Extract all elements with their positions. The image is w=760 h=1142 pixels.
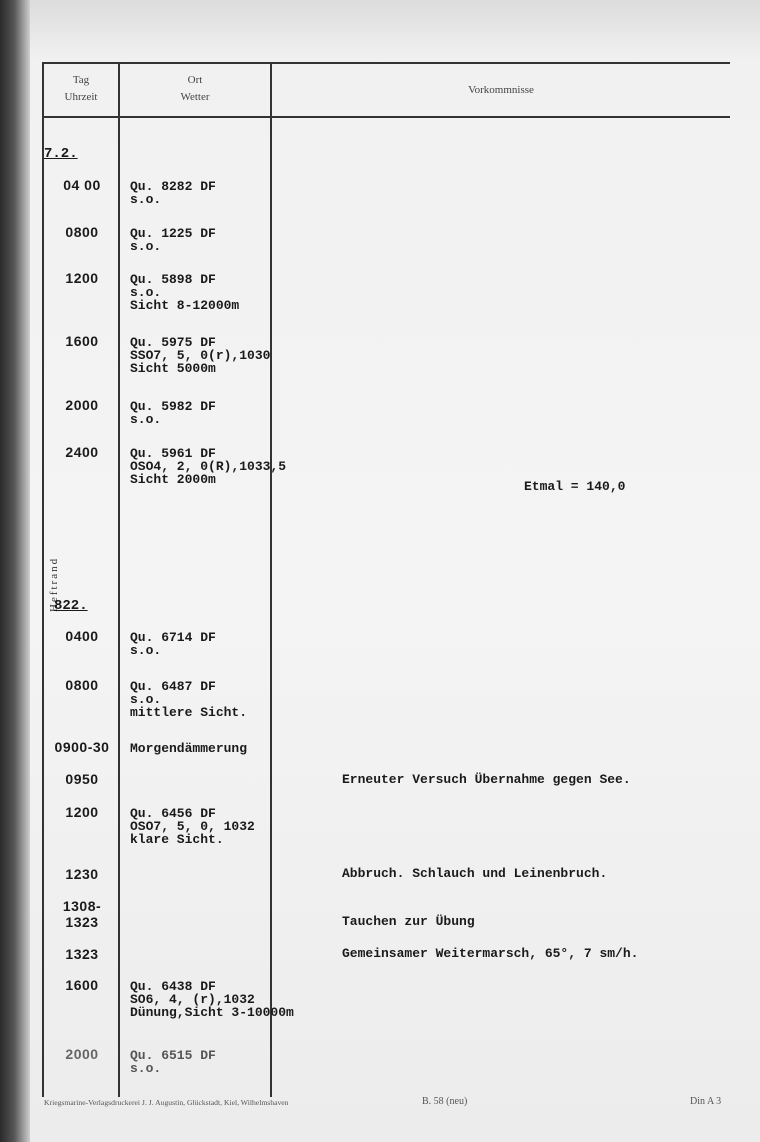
column-divider-2: [270, 62, 272, 1097]
time-entry: 1230: [65, 866, 99, 882]
event-entry: Tauchen zur Übung: [342, 914, 475, 929]
time-entry: 1200: [65, 804, 99, 820]
time-entry: 2000: [65, 397, 99, 413]
time-entry: 0400: [65, 628, 99, 644]
place-entry: Qu. 5898 DF s.o. Sicht 8-12000m: [130, 272, 240, 313]
time-entry: 2000: [65, 1046, 99, 1062]
place-entry: Qu. 6714 DF s.o.: [130, 630, 216, 658]
header-day-time: [44, 72, 118, 106]
time-entry: 2400: [65, 444, 99, 460]
place-entry: Qu. 1225 DF s.o.: [130, 226, 216, 254]
place-entry: Qu. 8282 DF s.o.: [130, 179, 216, 207]
date-day-2: 822.: [54, 598, 88, 614]
left-rule: [42, 62, 44, 1097]
event-entry: Etmal = 140,0: [524, 479, 626, 494]
time-entry: 1600: [65, 333, 99, 349]
time-entry: 0950: [65, 771, 99, 787]
footer-paper-size: Din A 3: [690, 1096, 722, 1107]
place-entry: Qu. 6456 DF OSO7, 5, 0, 1032 klare Sicht.: [130, 806, 255, 847]
time-entry: 04 00: [63, 177, 101, 193]
event-entry: Erneuter Versuch Übernahme gegen See.: [342, 772, 631, 787]
time-entry: 0800: [65, 224, 99, 240]
log-page: [30, 0, 760, 1142]
header-events: [272, 82, 730, 99]
time-entry: 1308- 1323: [62, 898, 102, 930]
header-rule: [44, 116, 730, 118]
header-time-label: Uhrzeit: [64, 91, 98, 103]
place-entry: Qu. 6487 DF s.o. mittlere Sicht.: [130, 679, 248, 720]
footer-printer: Kriegsmarine-Verlagsdruckerei J. J. Augustin, Glückstadt, Kiel, Wilhelmshaven: [44, 1098, 289, 1107]
time-entry: 0800: [65, 677, 99, 693]
place-entry: Qu. 5975 DF SSO7, 5, 0(r),1030 Sicht 5000m: [130, 335, 271, 376]
time-entry: 0900-30: [54, 739, 110, 755]
header-day-label: Tag: [72, 74, 90, 86]
date-day-1: 7.2.: [44, 146, 78, 162]
place-entry: Qu. 6438 DF SO6, 4, (r),1032 Dünung,Sicht 3-10000m: [130, 979, 294, 1020]
time-entry: 1323: [65, 946, 99, 962]
header-place-label: Ort: [187, 74, 203, 86]
place-entry: Qu. 5982 DF s.o.: [130, 399, 216, 427]
top-rule: [44, 62, 730, 64]
header-place-weather: [120, 72, 270, 106]
time-entry: 1600: [65, 977, 99, 993]
header-events-label: Vorkommnisse: [468, 84, 534, 96]
event-entry: Abbruch. Schlauch und Leinenbruch.: [342, 866, 608, 881]
place-entry: Qu. 6515 DF s.o.: [130, 1048, 216, 1076]
footer-form-number: B. 58 (neu): [422, 1096, 468, 1107]
header-weather-label: Wetter: [180, 91, 210, 103]
column-divider-1: [118, 62, 120, 1097]
event-entry: Gemeinsamer Weitermarsch, 65°, 7 sm/h.: [342, 946, 639, 961]
time-entry: 1200: [65, 270, 99, 286]
place-entry: Qu. 5961 DF OSO4, 2, 0(R),1033,5 Sicht 2000m: [130, 446, 287, 487]
margin-label: Heftrand: [48, 556, 60, 612]
place-entry: Morgendämmerung: [130, 741, 248, 756]
